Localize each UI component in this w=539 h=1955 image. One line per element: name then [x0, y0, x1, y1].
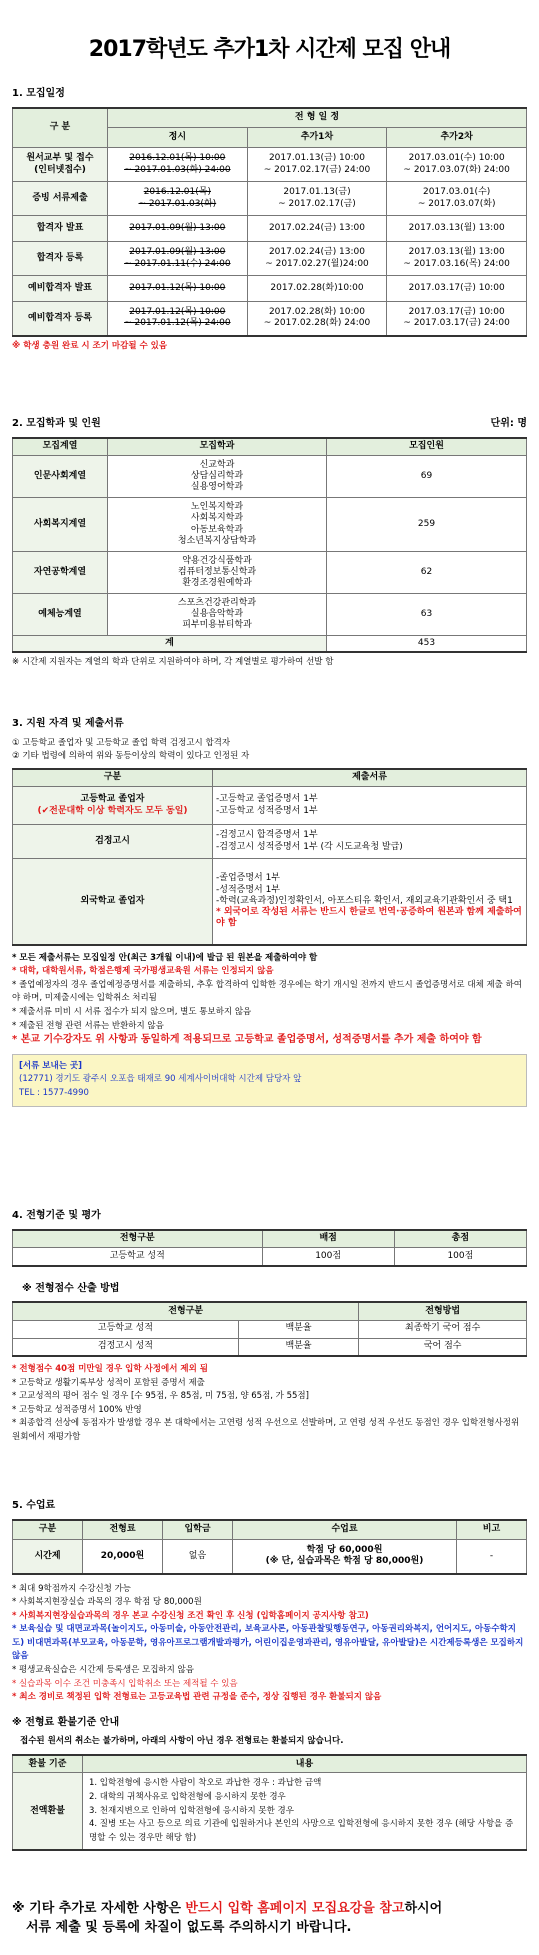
- date: 2017.01.12(목) 10:00: [108, 276, 248, 302]
- doc-list: -검정고시 합격증명서 1부 -검정고시 성적증명서 1부 (각 시도교육청 발급): [213, 825, 527, 859]
- table-row: [13, 859, 527, 945]
- col-tuition: 수업료: [233, 1520, 457, 1540]
- table-row: [13, 302, 527, 336]
- date: ~ 2017.03.07(화): [417, 198, 496, 209]
- doc-note: * 대학, 대학원서류, 학점은행제 국가평생교육원 서류는 인정되지 않음: [12, 966, 274, 977]
- row-label: 예비합격자 발표: [13, 276, 108, 302]
- col-group: 모집계열: [13, 438, 108, 456]
- qualification-2: ② 기타 법령에 의하여 위와 동등이상의 학력이 있다고 인정된 자: [12, 751, 250, 762]
- col-remark: 비고: [457, 1520, 527, 1540]
- eligibility-section: [12, 718, 527, 1107]
- col-fee: 전형료: [83, 1520, 163, 1540]
- date: 2017.02.24(금) 13:00: [268, 247, 365, 258]
- departments-table: [12, 437, 527, 654]
- row-label: 합격자 등록: [13, 242, 108, 276]
- eval-note: * 전형점수 40점 미만일 경우 입학 사정에서 제외 됨: [12, 1364, 208, 1374]
- table-row: [13, 1540, 527, 1574]
- col-points: 배점: [262, 1230, 394, 1248]
- departments-heading: 2. 모집학과 및 인원: [12, 418, 101, 429]
- date: 2016.12.01(목) 10:00: [129, 153, 226, 164]
- translation-note: * 외국어로 작성된 서류는 반드시 한글로 번역·공증하여 원본과 함께 제출하여야 함: [216, 907, 522, 929]
- col-total: 총점: [394, 1230, 526, 1248]
- eval-note: * 고등학교 생활기록부상 성적이 포함된 증명서 제출: [12, 1377, 205, 1388]
- tuition-heading: 5. 수업료: [12, 1500, 56, 1511]
- col-depts: 모집학과: [108, 438, 327, 456]
- dept-count: 69: [327, 456, 527, 498]
- row-label: 예비합격자 등록: [13, 302, 108, 336]
- date: ~ 2017.01.11(수) 24:00: [124, 258, 231, 269]
- col-kind: 구분: [13, 1520, 83, 1540]
- score-method-table: [12, 1301, 527, 1357]
- date: 2017.01.12(목) 10:00: [129, 307, 226, 317]
- table-row: [13, 242, 527, 276]
- tuition-entrance: 없음: [163, 1540, 233, 1574]
- tuition-note: * 평생교육실습은 시간제 등록생은 모집하지 않음: [12, 1665, 194, 1676]
- date: 2017.02.28(화) 10:00: [268, 307, 365, 317]
- tuition-note: * 최소 경비로 책정된 입학 전형료는 고등교육법 관련 규정을 준수, 정상 집행된 경우 환불되지 않음: [12, 1692, 382, 1703]
- group-name: 예체능계열: [13, 594, 108, 636]
- footer-note: [12, 1900, 527, 1938]
- col-refund-detail: 내용: [83, 1755, 527, 1773]
- evaluation-table: [12, 1229, 527, 1267]
- date: 2017.01.09(월) 13:00: [129, 247, 226, 258]
- total-count: 453: [327, 636, 527, 653]
- footer-text: 서류 제출 및 등록에 차질이 없도록 주의하시기 바랍니다.: [26, 1919, 352, 1935]
- tuition-table: [12, 1519, 527, 1575]
- type-label: 검정고시: [13, 825, 213, 859]
- col-method-type: 전형구분: [13, 1302, 359, 1320]
- tuition-note: * 사회복지현장실습 과목의 경우 학점 당 80,000원: [12, 1597, 202, 1608]
- eval-total: 100점: [394, 1248, 526, 1266]
- date: 2017.03.13(월) 13:00: [387, 216, 527, 242]
- table-row: [13, 552, 527, 594]
- date: 2017.01.13(금): [283, 187, 351, 198]
- col-eval-type: 전형구분: [13, 1230, 263, 1248]
- method-detail: 국어 점수: [359, 1338, 527, 1356]
- col-method: 전형방법: [359, 1302, 527, 1320]
- date: ~ 2017.02.17(금): [278, 198, 356, 209]
- table-row: [13, 1773, 527, 1850]
- table-row: [13, 498, 527, 552]
- date: 2017.03.17(금) 10:00: [408, 307, 505, 317]
- table-row: [13, 216, 527, 242]
- doc-list: -졸업증명서 1부 -성적증명서 1부 -학력(교육과정)인정확인서, 아포스티유 확인서, 재외교육기관확인서 중 택1: [216, 873, 513, 906]
- date: ~ 2017.02.17(금) 24:00: [263, 164, 371, 175]
- row-label: 원서교부 및 접수 (인터넷접수): [13, 148, 108, 182]
- table-row: [13, 276, 527, 302]
- tuition-remark: -: [457, 1540, 527, 1574]
- table-row: [13, 456, 527, 498]
- table-row: [13, 182, 527, 216]
- dept-list: 신교학과 상담심리학과 실용영어학과: [108, 456, 327, 498]
- col-type: 구분: [13, 769, 213, 787]
- table-row: [13, 787, 527, 825]
- group-name: 자연공학계열: [13, 552, 108, 594]
- round-regular: 정시: [108, 128, 248, 148]
- refund-heading: ※ 전형료 환불기준 안내: [12, 1716, 120, 1728]
- doc-list: -고등학교 졸업증명서 1부 -고등학교 성적증명서 1부: [213, 787, 527, 825]
- tuition-note: * 실습과목 이수 조건 미충족시 입학취소 또는 제적될 수 있음: [12, 1678, 238, 1689]
- date: ~ 2017.02.27(월)24:00: [265, 258, 369, 269]
- refund-intro: 접수된 원서의 취소는 불가하며, 아래의 사항이 아닌 경우 전형료는 환불되지 않습니다.: [20, 1736, 344, 1747]
- evaluation-section: [12, 1210, 527, 1445]
- date: 2017.02.24(금) 13:00: [247, 216, 387, 242]
- refund-item: 3. 천재지변으로 인하여 입학전형에 응시하지 못한 경우: [89, 1805, 294, 1816]
- date: 2017.01.13(금) 10:00: [268, 153, 365, 164]
- documents-table: [12, 768, 527, 946]
- date: 2017.01.09(월) 13:00: [108, 216, 248, 242]
- tuition-note: * 보육실습 및 대면교과목(놀이지도, 아동미술, 아동안전관리, 보육교사론, 아동관찰및행동연구, 아동권리와복지, 언어지도, 아동수학지도) 비대면과목(부모교육, 아동문학, 영유아프로그램개발과평가, 어린이집운영과관리, 영유아발달, 유아발달)은 시간제등록생은 모집하지 않음: [12, 1624, 524, 1662]
- eval-note: * 고등학교 성적증명서 100% 반영: [12, 1404, 142, 1415]
- method-kind: 백분율: [238, 1320, 359, 1338]
- refund-item: 4. 질병 또는 사고 등으로 의료 기관에 입원하거나 본인의 사망으로 입학전형에 응시하지 못한 경우 (해당 사항을 증명할 수 있는 경우만 해당 함): [89, 1819, 514, 1843]
- doc-note: * 제출된 전형 관련 서류는 반환하지 않음: [12, 1020, 164, 1031]
- tuition-note: * 최대 9학점까지 수강신청 가능: [12, 1583, 131, 1594]
- doc-note: * 졸업예정자의 경우 졸업예정증명서를 제출하되, 추후 합격하여 입학한 경우에는 학기 개시일 전까지 반드시 졸업증명서로 대체 제출 하여야 하며, 미제출시에는 입학취소 처리됨: [12, 979, 523, 1004]
- date: ~ 2017.01.03(화): [138, 198, 217, 209]
- score-method-heading: ※ 전형점수 산출 방법: [22, 1282, 120, 1294]
- eval-points: 100점: [262, 1248, 394, 1266]
- mailing-address-box: [12, 1054, 527, 1107]
- col-category: 구 분: [13, 108, 108, 148]
- refund-item: 1. 입학전형에 응시한 사람이 착오로 과납한 경우 : 과납한 금액: [89, 1778, 322, 1789]
- date: ~ 2017.03.07(화) 24:00: [403, 164, 510, 175]
- method-type: 고등학교 성적: [13, 1320, 239, 1338]
- eval-type: 고등학교 성적: [13, 1248, 263, 1266]
- refund-item: 2. 대학의 귀책사유로 입학전형에 응시하지 못한 경우: [89, 1792, 286, 1803]
- group-name: 사회복지계열: [13, 498, 108, 552]
- table-row: [13, 825, 527, 859]
- date: ~ 2017.03.17(금) 24:00: [403, 318, 510, 329]
- method-detail: 최종학기 국어 점수: [359, 1320, 527, 1338]
- tuition-kind: 시간제: [13, 1540, 83, 1574]
- col-schedule: 전 형 일 정: [108, 108, 527, 128]
- date: 2017.02.28(화)10:00: [247, 276, 387, 302]
- table-row: [13, 1248, 527, 1266]
- address-line: (12771) 경기도 광주시 오포읍 태재로 90 세계사이버대학 시간제 담당자 앞: [19, 1074, 302, 1085]
- footer-text: ※ 기타 추가로 자세한 사항은: [12, 1901, 186, 1916]
- footer-highlight: 반드시 입학 홈페이지 모집요강을 참고: [185, 1901, 405, 1916]
- address-heading: [서류 보내는 곳]: [19, 1060, 82, 1071]
- date: 2017.03.17(금) 10:00: [387, 276, 527, 302]
- date: ~ 2017.02.28(화) 24:00: [263, 318, 371, 329]
- date: 2017.03.13(월) 13:00: [408, 247, 505, 258]
- row-label: 합격자 발표: [13, 216, 108, 242]
- doc-note: * 제출서류 미비 시 서류 접수가 되지 않으며, 별도 통보하지 않음: [12, 1007, 252, 1018]
- eligibility-heading: 3. 지원 자격 및 제출서류: [12, 718, 124, 729]
- date: 2016.12.01(목): [143, 187, 211, 198]
- type-label: 외국학교 졸업자: [13, 859, 213, 945]
- qualification-1: ① 고등학교 졸업자 및 고등학교 졸업 학력 검정고시 합격자: [12, 737, 231, 748]
- schedule-note: ※ 학생 충원 완료 시 조기 마감될 수 있음: [12, 340, 168, 351]
- type-sublabel: (✔전문대학 이상 학력자도 모두 동일): [37, 805, 188, 816]
- dept-count: 259: [327, 498, 527, 552]
- refund-table: [12, 1754, 527, 1851]
- tuition-fee: 20,000원: [83, 1540, 163, 1574]
- evaluation-heading: 4. 전형기준 및 평가: [12, 1210, 101, 1221]
- doc-note: * 본교 기수강자도 위 사항과 동일하게 적용되므로 고등학교 졸업증명서, 성적증명서를 추가 제출 하여야 함: [12, 1034, 482, 1046]
- date: 2017.03.01(수) 10:00: [408, 153, 505, 164]
- dept-count: 63: [327, 594, 527, 636]
- dept-list: 약용건강식품학과 컴퓨터정보통신학과 환경조경원예학과: [108, 552, 327, 594]
- date: ~ 2017.03.16(목) 24:00: [403, 258, 510, 269]
- dept-count: 62: [327, 552, 527, 594]
- address-phone: TEL : 1577-4990: [19, 1087, 89, 1098]
- schedule-section: [12, 88, 527, 353]
- table-row: [13, 148, 527, 182]
- group-name: 인문사회계열: [13, 456, 108, 498]
- col-docs: 제출서류: [213, 769, 527, 787]
- tuition-amount: 학점 당 60,000원: [306, 1545, 383, 1555]
- table-row: [13, 1338, 527, 1356]
- eval-note: * 최종합격 선상에 동점자가 발생할 경우 본 대학에서는 고연령 성적 우선으로 선발하며, 고 연령 성적 우선도 동점인 경우 입학전형사정위원회에서 재평가함: [12, 1418, 520, 1442]
- method-type: 검정고시 성적: [13, 1338, 239, 1356]
- row-label: 증빙 서류제출: [13, 182, 108, 216]
- date: 2017.03.01(수): [423, 187, 491, 198]
- col-refund-type: 환불 기준: [13, 1755, 83, 1773]
- tuition-note: * 사회복지현장실습과목의 경우 본교 수강신청 조건 확인 후 신청 (입학홈페이지 공지사항 참고): [12, 1610, 369, 1621]
- departments-note: ※ 시간제 지원자는 계열의 학과 단위로 지원하여야 하며, 각 계열별로 평가하여 선발 함: [12, 657, 334, 668]
- footer-text: 하시어: [404, 1901, 443, 1916]
- round-add2: 추가2차: [387, 128, 527, 148]
- date: ~ 2017.01.12(목) 24:00: [124, 318, 231, 329]
- doc-note: * 모든 제출서류는 모집일정 안(최근 3개월 이내)에 발급 된 원본을 제출하여야 함: [12, 952, 318, 963]
- date: ~ 2017.01.03(화) 24:00: [124, 164, 231, 175]
- departments-section: [12, 418, 527, 670]
- schedule-heading: 1. 모집일정: [12, 88, 65, 99]
- table-row: [13, 1320, 527, 1338]
- unit-label: 단위: 명: [490, 418, 527, 429]
- schedule-table: [12, 107, 527, 337]
- dept-list: 스포츠건강관리학과 실용음악학과 피부미용뷰티학과: [108, 594, 327, 636]
- col-entrance: 입학금: [163, 1520, 233, 1540]
- dept-list: 노인복지학과 사회복지학과 아동보육학과 청소년복지상담학과: [108, 498, 327, 552]
- refund-type: 전액환불: [13, 1773, 83, 1850]
- col-count: 모집인원: [327, 438, 527, 456]
- total-label: 계: [13, 636, 327, 653]
- type-label: 고등학교 졸업자: [80, 794, 145, 805]
- method-kind: 백분율: [238, 1338, 359, 1356]
- tuition-practice: (※ 단, 실습과목은 학점 당 80,000원): [265, 1556, 424, 1567]
- tuition-section: [12, 1500, 527, 1851]
- page-title: 2017학년도 추가1차 시간제 모집 안내: [88, 37, 451, 62]
- round-add1: 추가1차: [247, 128, 387, 148]
- eval-note: * 고교성적의 평어 점수 일 경우 [수 95점, 우 85점, 미 75점, 양 65점, 가 55점]: [12, 1391, 309, 1402]
- table-row: [13, 594, 527, 636]
